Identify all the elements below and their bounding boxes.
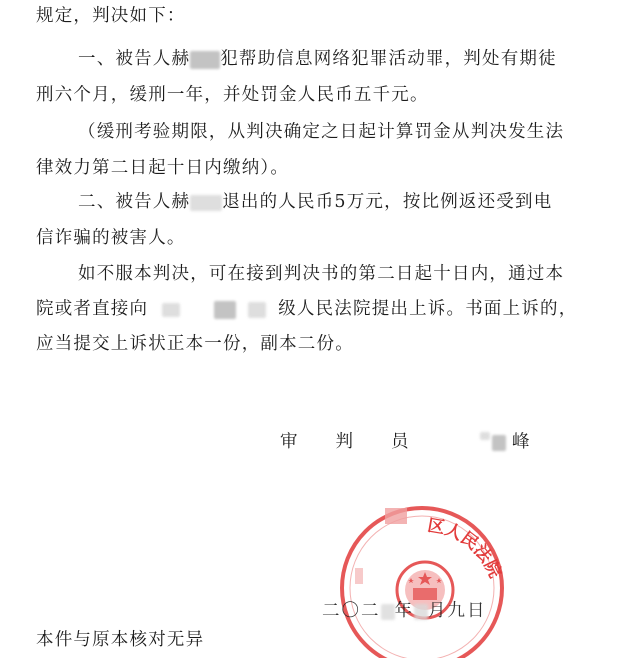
redaction-mark [381, 604, 395, 620]
appeal-text-a: 院或者直接向 [36, 299, 149, 319]
redaction-mark [190, 195, 222, 211]
redaction-mark [214, 301, 236, 319]
intro-line: 规定，判决如下： [36, 6, 186, 26]
judge-name [480, 430, 531, 454]
item1-line2: 刑六个月，缓刑一年，并处罚金人民币五千元。 [36, 85, 429, 105]
judge-title-char: 员 [391, 432, 409, 452]
date-prefix: 二〇二 [322, 601, 381, 621]
appeal-line3: 应当提交上诉状正本一份，副本二份。 [36, 334, 354, 354]
item1-text-b: 犯帮助信息网络犯罪活动罪，判处有期徒 [220, 49, 557, 69]
date-day: 九日 [447, 601, 487, 621]
seal-redaction [355, 568, 363, 584]
appeal-line1: 如不服本判决，可在接到判决书的第二日起十日内，通过本 [78, 264, 565, 284]
judge-name-suffix: 峰 [512, 432, 531, 452]
item1-note-line1: （缓刑考验期限，从判决确定之日起计算罚金从判决发生法 [78, 122, 565, 142]
judgment-date [322, 599, 487, 623]
item1-note-line2: 律效力第二日起十日内缴纳）。 [36, 158, 290, 178]
judge-title-char: 判 [335, 432, 353, 452]
appeal-line2 [36, 297, 577, 321]
item2-line2: 信诈骗的被害人。 [36, 228, 186, 248]
item2-text-b: 退出的人民币5万元，按比例返还受到电 [222, 192, 553, 212]
redaction-mark [248, 302, 266, 318]
item2-text-a: 二、被告人赫 [78, 192, 191, 212]
certification-note: 本件与原本核对无异 [36, 630, 205, 650]
redaction-mark [492, 435, 506, 451]
redaction-mark [190, 51, 220, 69]
court-seal [325, 478, 515, 658]
item2-line1 [78, 190, 552, 214]
date-month-mark: 月 [428, 601, 448, 621]
item1-text-a: 一、被告人赫 [78, 49, 191, 69]
appeal-text-b: 级人民法院提出上诉。书面上诉的， [278, 299, 578, 319]
redaction-mark [480, 432, 490, 440]
redaction-mark [414, 604, 428, 620]
item1-line1 [78, 47, 557, 71]
redaction-mark [162, 303, 180, 317]
judge-title [280, 430, 409, 454]
judge-title-char: 审 [280, 432, 298, 452]
seal-text: 区人民法院 [426, 515, 505, 582]
date-year-mark: 年 [394, 601, 414, 621]
seal-redaction [385, 508, 407, 524]
